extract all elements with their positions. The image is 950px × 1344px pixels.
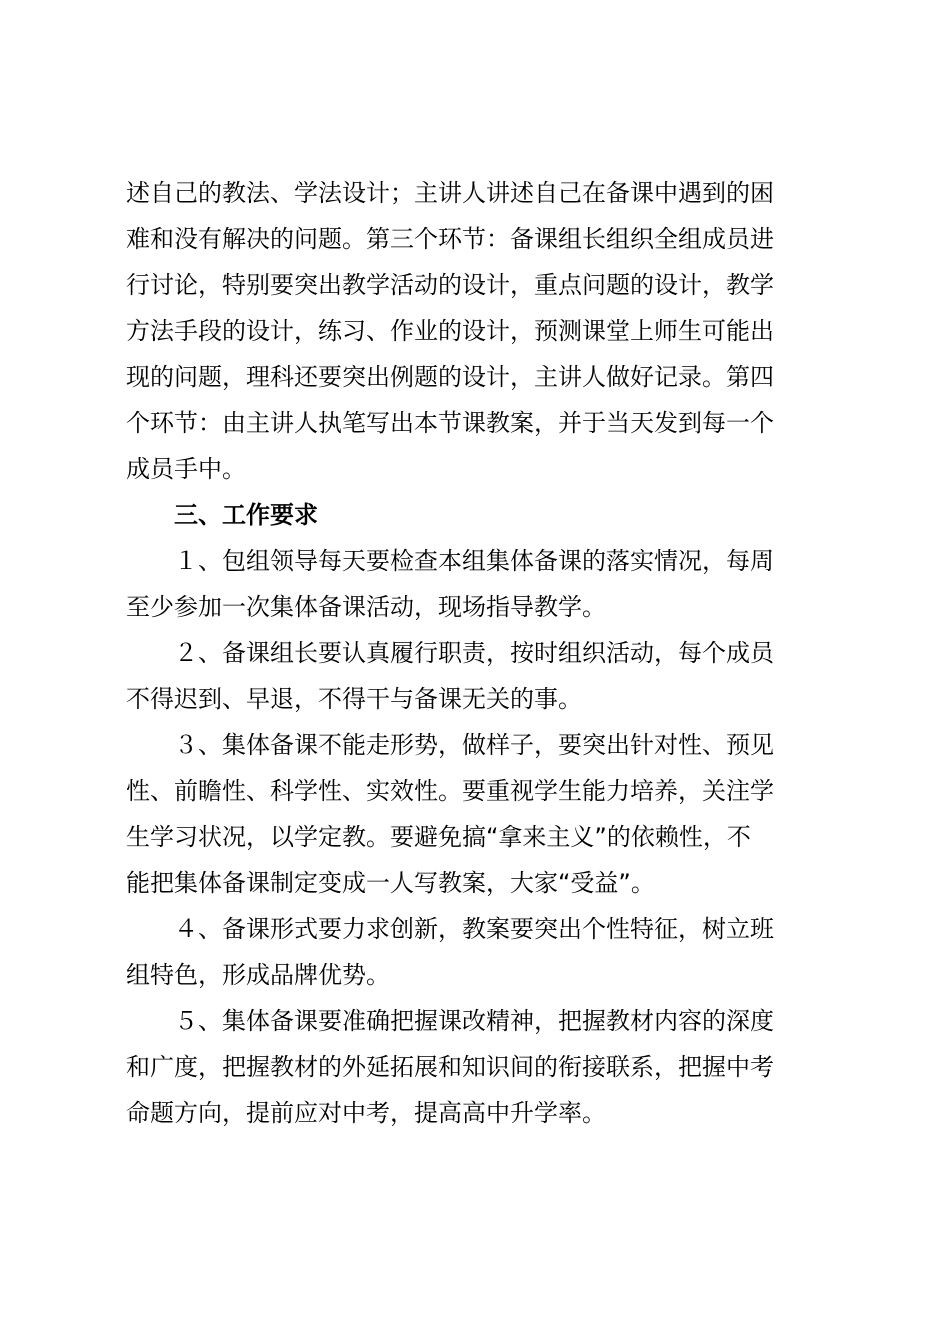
list-item-1-line: １、包组领导每天要检查本组集体备课的落实情况，每周 [174, 547, 774, 575]
paragraph-line: 方法手段的设计，练习、作业的设计，预测课堂上师生可能出 [126, 317, 774, 345]
list-item-5-line: ５、集体备课要准确把握课改精神，把握教材内容的深度 [174, 1007, 774, 1035]
list-item-2-line: ２、备课组长要认真履行职责，按时组织活动，每个成员 [174, 639, 774, 667]
list-item-5-line: 命题方向，提前应对中考，提高高中升学率。 [126, 1099, 606, 1127]
list-item-5-line: 和广度，把握教材的外延拓展和知识间的衔接联系，把握中考 [126, 1053, 774, 1081]
document-body [126, 170, 834, 1136]
paragraph-line: 行讨论，特别要突出教学活动的设计，重点问题的设计，教学 [126, 271, 774, 299]
list-item-2-line: 不得迟到、早退，不得干与备课无关的事。 [126, 685, 582, 713]
section-heading: 三、工作要求 [174, 501, 318, 529]
paragraph-line: 成员手中。 [126, 455, 246, 483]
list-item-3-line: ３、集体备课不能走形势，做样子，要突出针对性、预见 [174, 731, 774, 759]
list-item-3-line: 性、前瞻性、科学性、实效性。要重视学生能力培养，关注学 [126, 777, 774, 805]
paragraph-line: 难和没有解决的问题。第三个环节：备课组长组织全组成员进 [126, 225, 774, 253]
paragraph-line: 现的问题，理科还要突出例题的设计，主讲人做好记录。第四 [126, 363, 774, 391]
list-item-3-line: 生学习状况，以学定教。要避免搞“拿来主义”的依赖性，不 [126, 823, 751, 851]
list-item-3-line: 能把集体备课制定变成一人写教案，大家“受益”。 [126, 869, 655, 897]
list-item-4-line: 组特色，形成品牌优势。 [126, 961, 390, 989]
paragraph-line: 个环节：由主讲人执笔写出本节课教案，并于当天发到每一个 [126, 409, 774, 437]
list-item-4-line: ４、备课形式要力求创新，教案要突出个性特征，树立班 [174, 915, 774, 943]
list-item-1-line: 至少参加一次集体备课活动，现场指导教学。 [126, 593, 606, 621]
paragraph-line: 述自己的教法、学法设计；主讲人讲述自己在备课中遇到的困 [126, 179, 774, 207]
